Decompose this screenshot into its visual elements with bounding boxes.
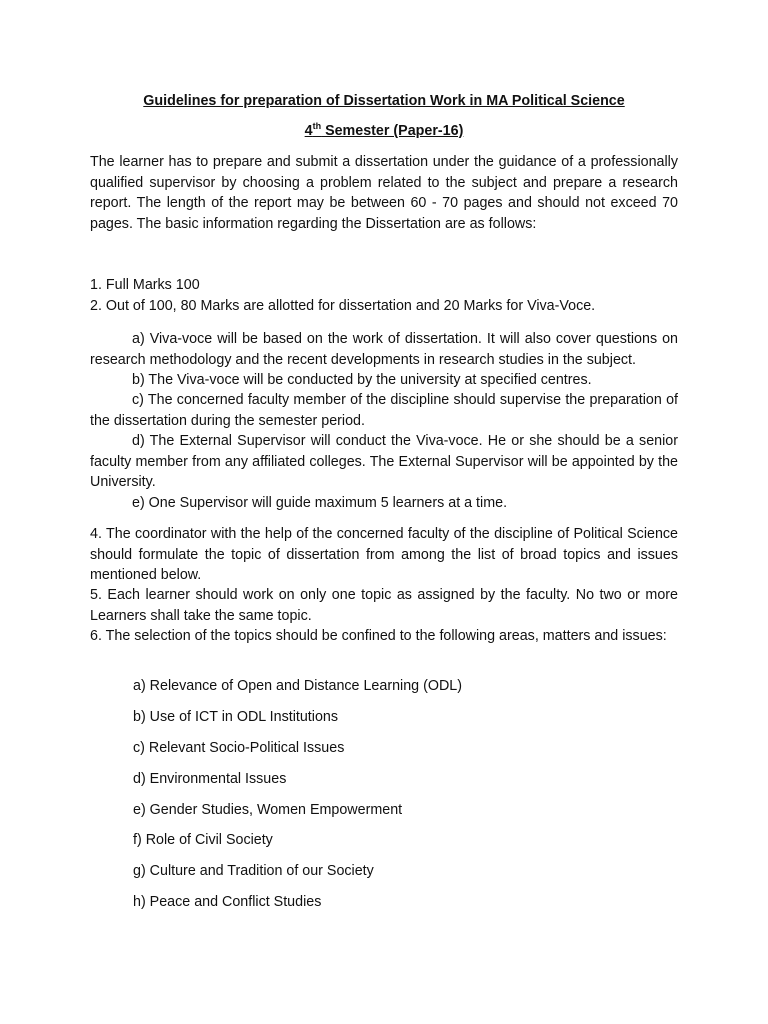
point-marks-allotment: 2. Out of 100, 80 Marks are allotted for dissertation and 20 Marks for Viva-Voce. [90,298,596,314]
topic-item: a) Relevance of Open and Distance Learning (ODL) [133,678,463,694]
intro-paragraph: The learner has to prepare and submit a dissertation under the guidance of a professionally qualified supervisor by choosing a problem related to the subject and prepare a research report. The length of the report may be between 60 - 70 pages and should not exceed 70 pages. The basic information regarding the Dissertation are as follows: [90,154,678,232]
topic-item: h) Peace and Conflict Studies [133,894,322,910]
topic-item: c) Relevant Socio-Political Issues [133,740,345,756]
semester-number: 4 [304,123,313,139]
sub-point-a: a) Viva-voce will be based on the work of dissertation. It will also cover questions on research methodology and the recent developments in research studies in the subject. [90,331,678,368]
sub-point-d: d) The External Supervisor will conduct the Viva-voce. He or she should be a senior faculty member from any affiliated colleges. The External Supervisor will be appointed by the University. [90,433,678,491]
sub-point-e: e) One Supervisor will guide maximum 5 learners at a time. [132,495,508,511]
sub-point-c: c) The concerned faculty member of the discipline should supervise the preparation of the dissertation during the semester period. [90,392,678,429]
topic-item: f) Role of Civil Society [133,832,273,848]
sub-point-b: b) The Viva-voce will be conducted by the university at specified centres. [132,372,592,388]
document-title: Guidelines for preparation of Dissertation Work in MA Political Science [143,93,625,109]
topic-item: g) Culture and Tradition of our Society [133,863,374,879]
point-one-topic: 5. Each learner should work on only one topic as assigned by the faculty. No two or more Learners shall take the same topic. [90,587,678,624]
point-topic-selection: 6. The selection of the topics should be confined to the following areas, matters and issues: [90,628,667,644]
topic-item: e) Gender Studies, Women Empowerment [133,802,403,818]
semester-ordinal-suffix: th [312,121,322,132]
semester-paper-label: Semester (Paper-16) [321,123,464,139]
point-coordinator: 4. The coordinator with the help of the concerned faculty of the discipline of Political Science should formulate the topic of dissertation from among the list of broad topics and issues mentioned below. [90,526,678,584]
point-full-marks: 1. Full Marks 100 [90,277,200,293]
topic-item: d) Environmental Issues [133,771,287,787]
semester-heading [90,123,678,139]
topic-item: b) Use of ICT in ODL Institutions [133,709,339,725]
